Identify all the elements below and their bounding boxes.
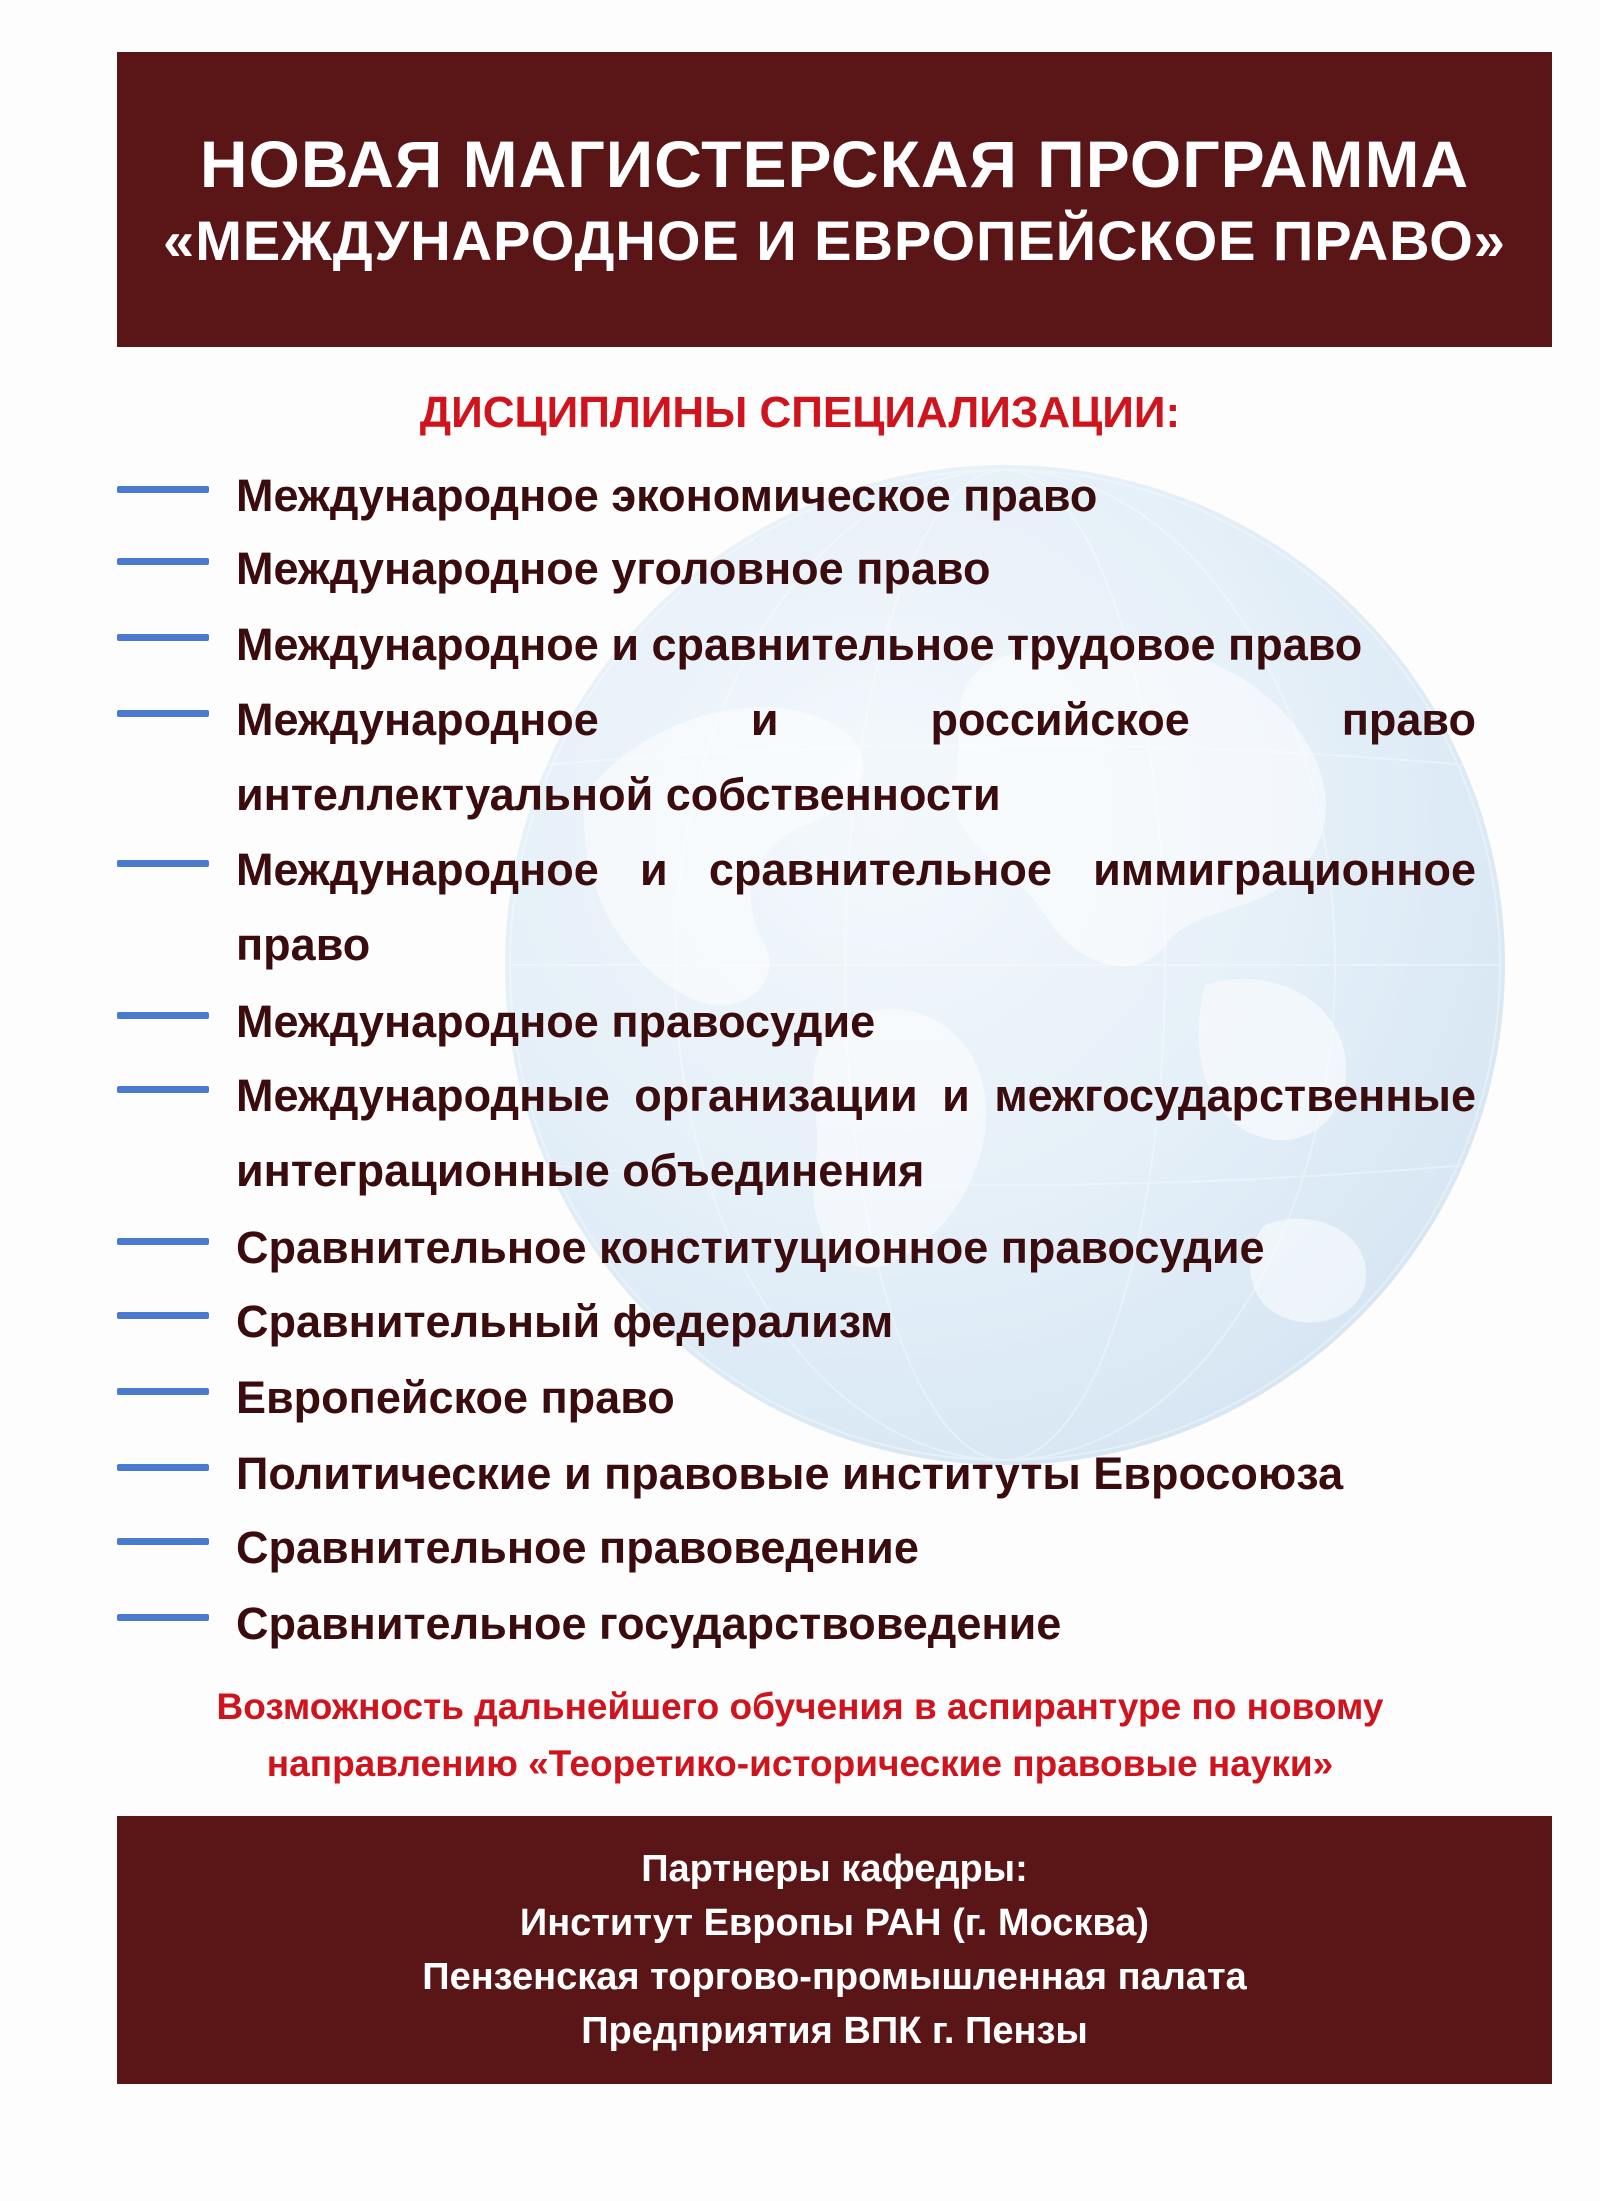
discipline-label: Европейское право xyxy=(236,1372,675,1423)
discipline-label: Сравнительное государствоведение xyxy=(236,1598,1062,1649)
discipline-label: Международное экономическое право xyxy=(236,470,1098,521)
postgraduate-note xyxy=(0,1678,1600,1792)
dash-bullet-icon xyxy=(117,634,209,641)
dash-bullet-icon xyxy=(117,1388,209,1395)
dash-bullet-icon xyxy=(117,558,209,565)
dash-bullet-icon xyxy=(117,1012,209,1019)
program-title-line2: «МЕЖДУНАРОДНОЕ И ЕВРОПЕЙСКОЕ ПРАВО» xyxy=(163,208,1506,272)
partner-item: Предприятия ВПК г. Пензы xyxy=(581,2010,1088,2052)
partners-banner xyxy=(117,1816,1552,2084)
dash-bullet-icon xyxy=(117,1464,209,1471)
dash-bullet-icon xyxy=(117,486,209,493)
discipline-label: Сравнительное правоведение xyxy=(236,1522,919,1573)
discipline-label: Международное уголовное право xyxy=(236,543,991,594)
dash-bullet-icon xyxy=(117,1312,209,1319)
partner-item: Пензенская торгово-промышленная палата xyxy=(422,1956,1247,1998)
dash-bullet-icon xyxy=(117,710,209,717)
partners-heading: Партнеры кафедры: xyxy=(641,1848,1028,1890)
discipline-label: Международное и российское право интеллектуальной собственности xyxy=(236,694,1476,820)
dash-bullet-icon xyxy=(117,1538,209,1545)
dash-bullet-icon xyxy=(117,1086,209,1093)
discipline-label: Политические и правовые институты Евросоюза xyxy=(236,1448,1344,1499)
discipline-label: Сравнительный федерализм xyxy=(236,1296,894,1347)
partner-item: Институт Европы РАН (г. Москва) xyxy=(519,1902,1150,1944)
disciplines-heading: ДИСЦИПЛИНЫ СПЕЦИАЛИЗАЦИИ: xyxy=(419,388,1181,437)
dash-bullet-icon xyxy=(117,860,209,867)
discipline-label: Международное правосудие xyxy=(236,996,876,1047)
discipline-label: Международное и сравнительное иммиграционное право xyxy=(236,844,1476,970)
discipline-label: Сравнительное конституционное правосудие xyxy=(236,1222,1265,1273)
discipline-label: Международное и сравнительное трудовое право xyxy=(236,619,1363,670)
dash-bullet-icon xyxy=(117,1614,209,1621)
dash-bullet-icon xyxy=(117,1238,209,1245)
postgraduate-note-line2: направлению «Теоретико-исторические правовые науки» xyxy=(266,1743,1334,1784)
program-title-banner xyxy=(117,52,1552,347)
postgraduate-note-line1: Возможность дальнейшего обучения в аспирантуре по новому xyxy=(216,1686,1384,1727)
discipline-label: Международные организации и межгосударственные интеграционные объединения xyxy=(236,1070,1476,1196)
program-title-line1: НОВАЯ МАГИСТЕРСКАЯ ПРОГРАММА xyxy=(199,126,1470,201)
